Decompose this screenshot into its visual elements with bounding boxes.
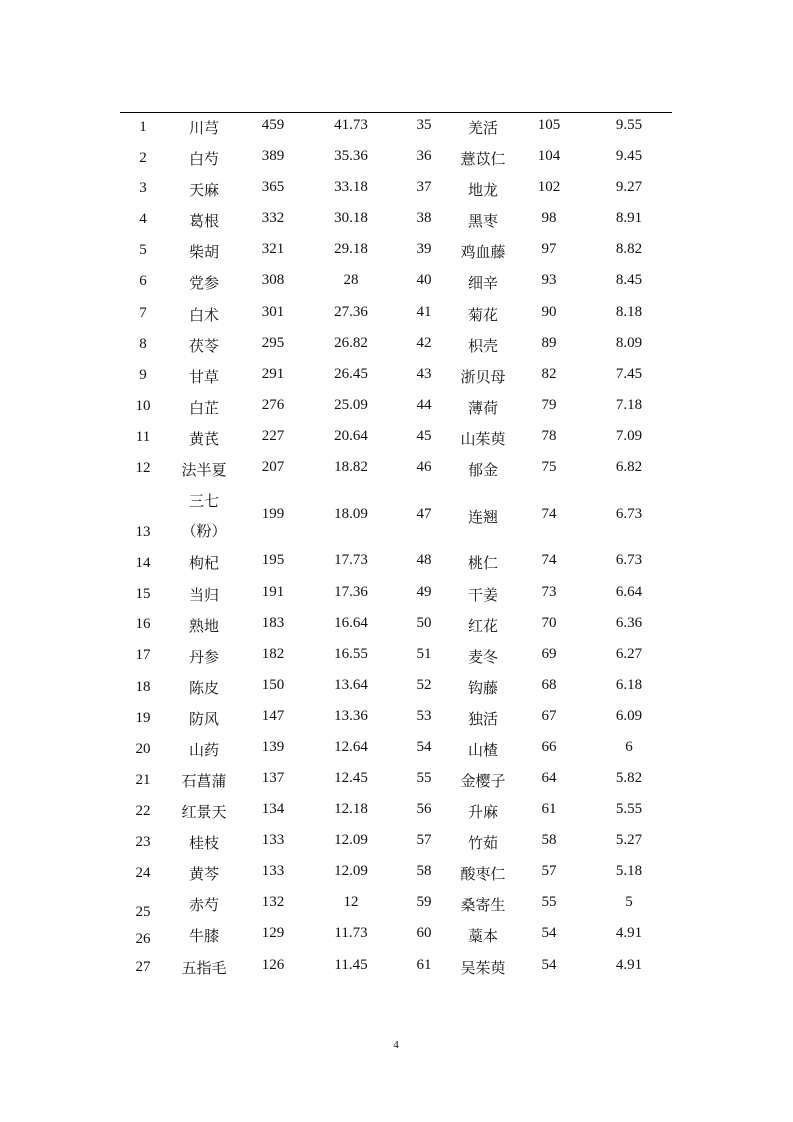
frequency-left: 291 [261, 366, 285, 382]
percentage-left: 12.09 [334, 863, 368, 879]
percentage-right: 9.27 [615, 179, 643, 195]
frequency-right: 104 [537, 148, 561, 164]
row-number-left: 9 [139, 367, 147, 383]
row-number-right: 55 [416, 770, 432, 786]
herb-name-left: 甘草 [188, 370, 220, 386]
row-number-left: 19 [135, 710, 151, 726]
herb-name-right: 黑枣 [467, 214, 499, 230]
percentage-left: 13.64 [334, 677, 368, 693]
row-number-left: 5 [139, 242, 147, 258]
percentage-left: 17.36 [334, 584, 368, 600]
row-number-right: 39 [416, 241, 432, 257]
row-number-right: 51 [416, 646, 432, 662]
herb-name-left: 桂枝 [188, 836, 220, 852]
frequency-right: 93 [541, 272, 557, 288]
row-number-left: 23 [135, 834, 151, 850]
herb-name-left: 丹参 [188, 650, 220, 666]
herb-name-right: 地龙 [467, 183, 499, 199]
percentage-left: 12.45 [334, 770, 368, 786]
frequency-right: 102 [537, 179, 561, 195]
row-number-right: 36 [416, 148, 432, 164]
herb-name-left: 三七 [188, 494, 220, 510]
frequency-right: 97 [541, 241, 557, 257]
herb-name-right: 吴茱萸 [460, 961, 506, 977]
herb-name-right: 郁金 [467, 463, 499, 479]
row-number-left: 26 [135, 931, 151, 947]
herb-name-left: 牛膝 [188, 929, 220, 945]
row-number-right: 60 [416, 925, 432, 941]
percentage-left: 16.64 [334, 615, 368, 631]
row-number-right: 58 [416, 863, 432, 879]
row-number-left: 24 [135, 865, 151, 881]
frequency-right: 98 [541, 210, 557, 226]
herb-name-right: 红花 [467, 619, 499, 635]
row-number-right: 48 [416, 552, 432, 568]
row-number-left: 15 [135, 586, 151, 602]
percentage-right: 4.91 [615, 957, 643, 973]
frequency-right: 54 [541, 925, 557, 941]
row-number-right: 43 [416, 366, 432, 382]
herb-name-right: 桃仁 [467, 556, 499, 572]
frequency-right: 66 [541, 739, 557, 755]
herb-name-left: 天麻 [188, 183, 220, 199]
frequency-right: 55 [541, 894, 557, 910]
percentage-left: 11.73 [334, 925, 368, 941]
herb-name-right: 连翘 [467, 510, 499, 526]
row-number-left: 11 [135, 429, 151, 445]
row-number-left: 17 [135, 647, 151, 663]
percentage-right: 9.55 [615, 117, 643, 133]
percentage-right: 5.82 [615, 770, 643, 786]
herb-name-left: 白芷 [188, 401, 220, 417]
frequency-left: 129 [261, 925, 285, 941]
percentage-left: 41.73 [334, 117, 368, 133]
herb-name-right: 钩藤 [467, 681, 499, 697]
row-number-left: 18 [135, 679, 151, 695]
percentage-left: 12.64 [334, 739, 368, 755]
herb-name-left: 红景天 [181, 805, 227, 821]
percentage-right: 8.82 [615, 241, 643, 257]
row-number-right: 44 [416, 397, 432, 413]
row-number-left: 25 [135, 904, 151, 920]
row-number-right: 52 [416, 677, 432, 693]
row-number-left: 1 [139, 119, 147, 135]
herb-name-right: 麦冬 [467, 650, 499, 666]
row-number-right: 57 [416, 832, 432, 848]
row-number-right: 54 [416, 739, 432, 755]
percentage-left: 17.73 [334, 552, 368, 568]
row-number-right: 59 [416, 894, 432, 910]
percentage-right: 7.09 [615, 428, 643, 444]
row-number-right: 37 [416, 179, 432, 195]
row-number-right: 46 [416, 459, 432, 475]
frequency-left: 199 [261, 506, 285, 522]
percentage-right: 7.18 [615, 397, 643, 413]
percentage-left: 12.18 [334, 801, 368, 817]
herb-name-left: 茯苓 [188, 339, 220, 355]
herb-name-right: 枳壳 [467, 339, 499, 355]
row-number-left: 21 [135, 772, 151, 788]
herb-name-left: 五指毛 [181, 961, 227, 977]
frequency-right: 57 [541, 863, 557, 879]
row-number-left: 10 [135, 398, 151, 414]
percentage-right: 6.09 [615, 708, 643, 724]
percentage-right: 5.27 [615, 832, 643, 848]
row-number-left: 13 [135, 524, 151, 540]
herb-name-left: 党参 [188, 276, 220, 292]
percentage-right: 6.36 [615, 615, 643, 631]
herb-name-left: 黄芪 [188, 432, 220, 448]
herb-name-left: 法半夏 [181, 463, 227, 479]
herb-name-left: 川芎 [188, 121, 220, 137]
row-number-left: 22 [135, 803, 151, 819]
percentage-right: 8.91 [615, 210, 643, 226]
percentage-right: 5 [625, 894, 633, 910]
percentage-left: 16.55 [334, 646, 368, 662]
herb-name-right: 薄荷 [467, 401, 499, 417]
percentage-right: 6.27 [615, 646, 643, 662]
herb-name-left: 熟地 [188, 619, 220, 635]
herb-name-left: 石菖蒲 [181, 774, 227, 790]
frequency-left: 133 [261, 863, 285, 879]
frequency-left: 183 [261, 615, 285, 631]
row-number-right: 45 [416, 428, 432, 444]
percentage-right: 4.91 [615, 925, 643, 941]
frequency-right: 82 [541, 366, 557, 382]
percentage-right: 6.82 [615, 459, 643, 475]
percentage-left: 27.36 [334, 304, 368, 320]
frequency-left: 207 [261, 459, 285, 475]
frequency-right: 67 [541, 708, 557, 724]
row-number-right: 47 [416, 506, 432, 522]
frequency-left: 295 [261, 335, 285, 351]
herb-name-left: 赤芍 [188, 898, 220, 914]
herb-name-right: 藁本 [467, 929, 499, 945]
row-number-right: 56 [416, 801, 432, 817]
row-number-right: 61 [416, 957, 432, 973]
herb-name-right: 竹茹 [467, 836, 499, 852]
frequency-right: 73 [541, 584, 557, 600]
frequency-left: 134 [261, 801, 285, 817]
row-number-left: 6 [139, 273, 147, 289]
herb-name-right: 菊花 [467, 308, 499, 324]
frequency-right: 78 [541, 428, 557, 444]
row-number-right: 42 [416, 335, 432, 351]
frequency-left: 137 [261, 770, 285, 786]
frequency-left: 332 [261, 210, 285, 226]
frequency-left: 459 [261, 117, 285, 133]
frequency-right: 90 [541, 304, 557, 320]
frequency-left: 301 [261, 304, 285, 320]
percentage-left: 13.36 [334, 708, 368, 724]
frequency-left: 139 [261, 739, 285, 755]
frequency-right: 58 [541, 832, 557, 848]
row-number-left: 4 [139, 211, 147, 227]
row-number-right: 41 [416, 304, 432, 320]
percentage-left: 18.82 [334, 459, 368, 475]
herb-name-left: 山药 [188, 743, 220, 759]
frequency-left: 195 [261, 552, 285, 568]
table-top-rule [120, 112, 672, 113]
frequency-right: 74 [541, 506, 557, 522]
frequency-right: 69 [541, 646, 557, 662]
herb-name-left: 黄芩 [188, 867, 220, 883]
row-number-left: 2 [139, 150, 147, 166]
herb-name-right: 浙贝母 [460, 370, 506, 386]
percentage-right: 8.45 [615, 272, 643, 288]
frequency-left: 147 [261, 708, 285, 724]
row-number-right: 49 [416, 584, 432, 600]
herb-name-right: 鸡血藤 [460, 245, 506, 261]
frequency-left: 150 [261, 677, 285, 693]
herb-name-left: 当归 [188, 588, 220, 604]
herb-name-right: 酸枣仁 [460, 867, 506, 883]
percentage-left: 12.09 [334, 832, 368, 848]
percentage-right: 6.73 [615, 552, 643, 568]
frequency-left: 321 [261, 241, 285, 257]
herb-name-left: 枸杞 [188, 556, 220, 572]
percentage-left: 30.18 [334, 210, 368, 226]
percentage-right: 8.09 [615, 335, 643, 351]
frequency-right: 79 [541, 397, 557, 413]
frequency-left: 182 [261, 646, 285, 662]
percentage-left: 12 [343, 894, 359, 910]
percentage-right: 9.45 [615, 148, 643, 164]
herb-name-right: 独活 [467, 712, 499, 728]
row-number-left: 16 [135, 616, 151, 632]
herb-name-right: 桑寄生 [460, 898, 506, 914]
frequency-right: 75 [541, 459, 557, 475]
row-number-right: 38 [416, 210, 432, 226]
row-number-right: 35 [416, 117, 432, 133]
frequency-left: 308 [261, 272, 285, 288]
herb-name-left-continuation: （粉） [181, 524, 227, 540]
herb-name-right: 金樱子 [460, 774, 506, 790]
frequency-right: 54 [541, 957, 557, 973]
frequency-right: 105 [537, 117, 561, 133]
percentage-right: 8.18 [615, 304, 643, 320]
percentage-left: 25.09 [334, 397, 368, 413]
row-number-right: 40 [416, 272, 432, 288]
percentage-left: 18.09 [334, 506, 368, 522]
percentage-right: 5.18 [615, 863, 643, 879]
herb-name-right: 升麻 [467, 805, 499, 821]
frequency-right: 89 [541, 335, 557, 351]
percentage-left: 20.64 [334, 428, 368, 444]
herb-name-left: 防风 [188, 712, 220, 728]
frequency-right: 64 [541, 770, 557, 786]
herb-name-left: 柴胡 [188, 245, 220, 261]
herb-name-right: 细辛 [467, 276, 499, 292]
percentage-right: 6.73 [615, 506, 643, 522]
herb-name-right: 薏苡仁 [460, 152, 506, 168]
percentage-left: 29.18 [334, 241, 368, 257]
percentage-left: 11.45 [334, 957, 368, 973]
frequency-left: 126 [261, 957, 285, 973]
frequency-left: 227 [261, 428, 285, 444]
row-number-left: 3 [139, 180, 147, 196]
frequency-right: 74 [541, 552, 557, 568]
percentage-left: 26.45 [334, 366, 368, 382]
herb-name-right: 羌活 [467, 121, 499, 137]
frequency-left: 389 [261, 148, 285, 164]
row-number-left: 7 [139, 305, 147, 321]
percentage-right: 5.55 [615, 801, 643, 817]
row-number-left: 8 [139, 336, 147, 352]
frequency-right: 70 [541, 615, 557, 631]
percentage-right: 7.45 [615, 366, 643, 382]
herb-name-left: 白术 [188, 308, 220, 324]
percentage-right: 6.18 [615, 677, 643, 693]
page-number: 4 [393, 1039, 399, 1051]
row-number-left: 20 [135, 741, 151, 757]
percentage-left: 35.36 [334, 148, 368, 164]
row-number-left: 12 [135, 460, 151, 476]
herb-name-left: 葛根 [188, 214, 220, 230]
percentage-left: 28 [343, 272, 359, 288]
frequency-left: 133 [261, 832, 285, 848]
herb-name-right: 山楂 [467, 743, 499, 759]
frequency-right: 61 [541, 801, 557, 817]
herb-name-left: 白芍 [188, 152, 220, 168]
herb-name-right: 干姜 [467, 588, 499, 604]
frequency-left: 132 [261, 894, 285, 910]
frequency-left: 365 [261, 179, 285, 195]
frequency-left: 191 [261, 584, 285, 600]
row-number-right: 53 [416, 708, 432, 724]
row-number-left: 14 [135, 555, 151, 571]
percentage-right: 6.64 [615, 584, 643, 600]
frequency-right: 68 [541, 677, 557, 693]
frequency-left: 276 [261, 397, 285, 413]
percentage-left: 33.18 [334, 179, 368, 195]
row-number-right: 50 [416, 615, 432, 631]
row-number-left: 27 [135, 959, 151, 975]
percentage-right: 6 [625, 739, 633, 755]
herb-name-left: 陈皮 [188, 681, 220, 697]
herb-name-right: 山茱萸 [460, 432, 506, 448]
percentage-left: 26.82 [334, 335, 368, 351]
